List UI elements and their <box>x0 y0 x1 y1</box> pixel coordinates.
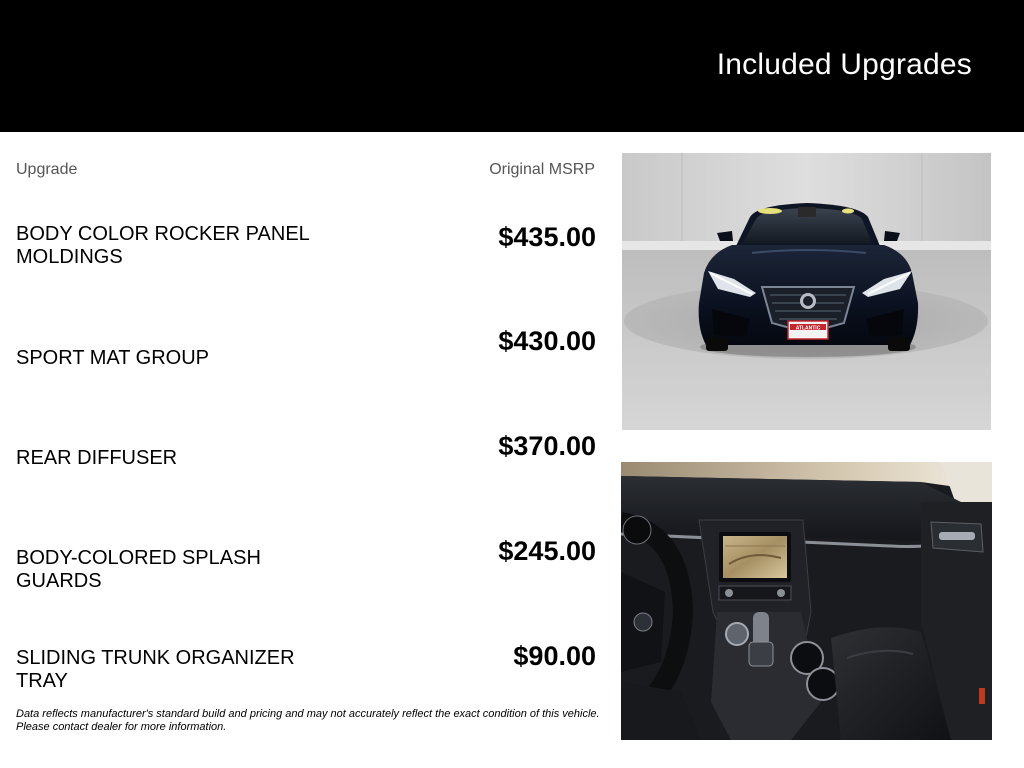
upgrade-row <box>0 326 610 376</box>
disclaimer-text: Data reflects manufacturer's standard build and pricing and may not accurately reflect the exact condition of this vehicle. Please contact dealer for more information. <box>16 708 600 733</box>
upgrade-name: SPORT MAT GROUP <box>16 347 209 369</box>
upgrade-price: $370.00 <box>498 431 596 461</box>
upgrade-price: $430.00 <box>498 326 596 356</box>
upgrade-row <box>0 222 610 282</box>
upgrade-row <box>0 431 610 481</box>
page-header <box>0 0 1024 132</box>
column-header-upgrade: Upgrade <box>16 161 78 178</box>
upgrade-price: $245.00 <box>498 536 596 566</box>
upgrade-name: BODY-COLORED SPLASH GUARDS <box>16 547 261 592</box>
page-title: Included Upgrades <box>716 48 972 81</box>
column-header-msrp: Original MSRP <box>489 161 595 178</box>
upgrade-name: BODY COLOR ROCKER PANEL MOLDINGS <box>16 223 310 268</box>
vehicle-interior-photo <box>621 462 992 740</box>
upgrade-price: $435.00 <box>498 222 596 252</box>
upgrade-name: SLIDING TRUNK ORGANIZER TRAY <box>16 647 295 692</box>
vehicle-exterior-photo <box>622 153 991 430</box>
upgrade-price: $90.00 <box>513 641 596 671</box>
svg-text:ATLANTIC: ATLANTIC <box>795 325 821 332</box>
upgrade-row <box>0 641 610 692</box>
upgrade-name: REAR DIFFUSER <box>16 447 178 469</box>
upgrade-row <box>0 536 610 592</box>
